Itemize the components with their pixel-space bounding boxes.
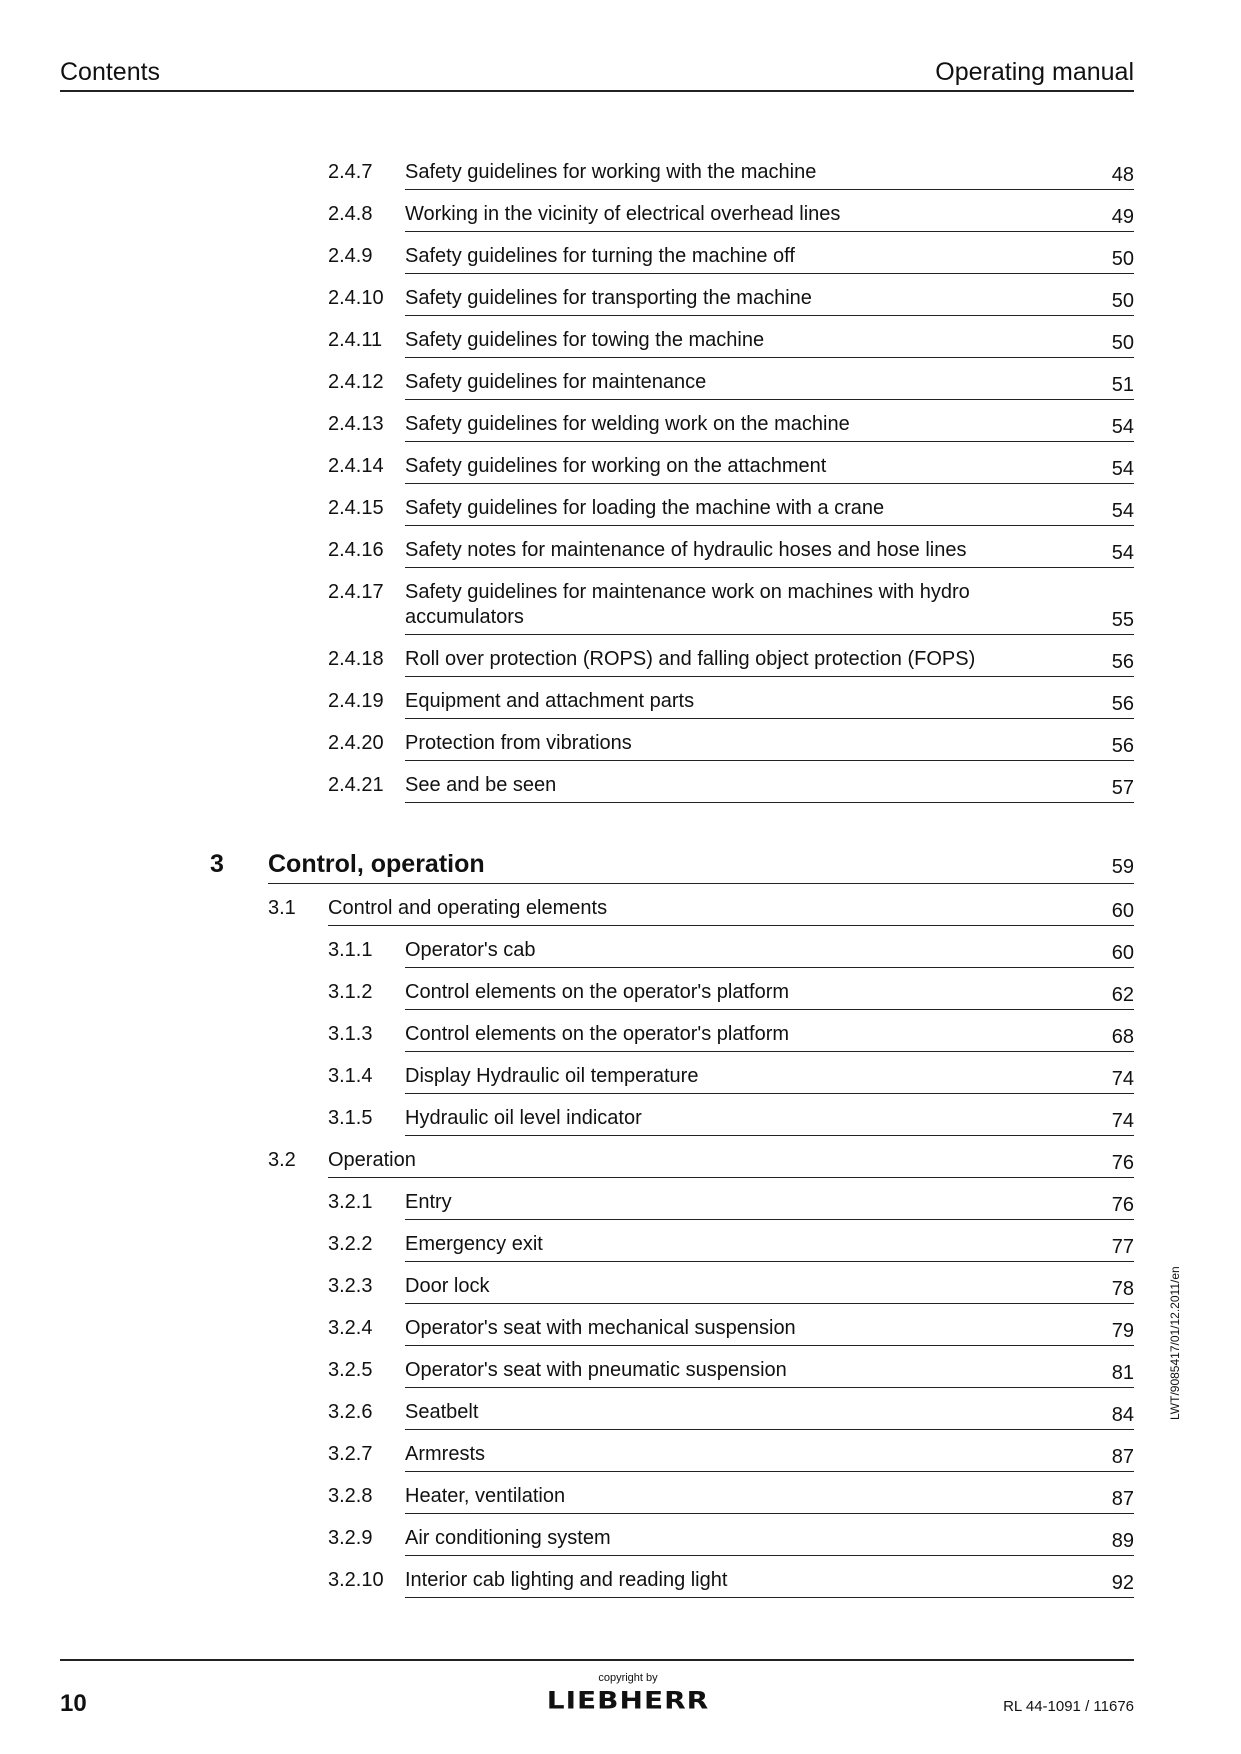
footer-divider	[60, 1659, 1134, 1661]
toc-entry-page: 56	[1111, 693, 1134, 715]
toc-entry-number: 3.2.1	[328, 1191, 373, 1213]
toc-entry-title	[405, 412, 1134, 442]
toc-entry-number: 2.4.15	[328, 497, 384, 519]
toc-entry[interactable]	[328, 1484, 1134, 1509]
toc-entry-title-line: Control elements on the operator's platform	[405, 981, 790, 1003]
toc-entry-title-line: Armrests	[405, 1443, 485, 1465]
toc-entry-title	[405, 160, 1134, 190]
toc-entry-title	[405, 1568, 1134, 1598]
toc-entry-title-line: Safety guidelines for working with the machine	[405, 161, 817, 183]
liebherr-logo: LIEBHERR	[546, 1686, 710, 1715]
toc-entry-number: 3.2.4	[328, 1317, 373, 1339]
toc-entry-page: 76	[1111, 1152, 1134, 1174]
toc-entry-page: 84	[1111, 1404, 1134, 1426]
toc-entry-title-line: Control elements on the operator's platform	[405, 1023, 790, 1045]
toc-entry-title	[405, 286, 1134, 316]
toc-entry-title-line: Safety guidelines for towing the machine	[405, 329, 765, 351]
toc-entry[interactable]	[328, 1526, 1134, 1551]
side-document-reference: LWT/9085417/01/12.2011/en	[1168, 1266, 1182, 1420]
toc-entry-title	[405, 1190, 1134, 1220]
footer-copyright: copyright by	[598, 1672, 658, 1684]
toc-entry-title-line: Interior cab lighting and reading light	[405, 1569, 728, 1591]
toc-entry-page: 89	[1111, 1530, 1134, 1552]
toc-entry-number: 3.2.2	[328, 1233, 373, 1255]
header-section-title: Contents	[60, 58, 161, 86]
toc-entry-title	[405, 1316, 1134, 1346]
toc-entry-title	[405, 1442, 1134, 1472]
toc-entry-page: 54	[1111, 458, 1134, 480]
toc-entry[interactable]	[328, 773, 1134, 798]
toc-entry-title	[405, 689, 1134, 719]
toc-entry-page: 59	[1111, 856, 1134, 878]
toc-entry-page: 50	[1111, 290, 1134, 312]
toc-entry-number: 3.1.4	[328, 1065, 373, 1087]
toc-entry-number: 3.2.9	[328, 1527, 373, 1549]
toc-entry-page: 77	[1111, 1236, 1134, 1258]
toc-entry[interactable]	[328, 454, 1134, 479]
toc-entry-number: 2.4.17	[328, 581, 384, 603]
toc-entry-title	[405, 538, 1134, 568]
toc-entry-number: 3	[210, 850, 224, 878]
toc-entry[interactable]	[328, 580, 1134, 630]
toc-entry-page: 54	[1111, 416, 1134, 438]
toc-entry-number: 2.4.12	[328, 371, 384, 393]
toc-entry-page: 55	[1111, 609, 1134, 631]
page-header	[60, 56, 1134, 92]
footer-document-reference: RL 44-1091 / 11676	[1003, 1698, 1134, 1715]
toc-entry-title-line: Safety notes for maintenance of hydraulic hoses and hose lines	[405, 539, 967, 561]
toc-entry-title-line: Equipment and attachment parts	[405, 690, 695, 712]
toc-entry-page: 79	[1111, 1320, 1134, 1342]
toc-entry-title-line: Seatbelt	[405, 1401, 479, 1423]
toc-entry-number: 2.4.19	[328, 690, 384, 712]
toc-entry[interactable]	[328, 647, 1134, 672]
toc-entry-number: 3.2.7	[328, 1443, 373, 1465]
toc-entry-number: 3.1	[268, 897, 296, 919]
toc-entry-number: 3.2.6	[328, 1401, 373, 1423]
toc-entry-title-line: Safety guidelines for welding work on the machine	[405, 413, 850, 435]
toc-entry[interactable]	[328, 1106, 1134, 1131]
toc-entry-title-line: Protection from vibrations	[405, 732, 632, 754]
toc-entry-number: 3.2.3	[328, 1275, 373, 1297]
toc-entry-page: 62	[1111, 984, 1134, 1006]
toc-entry[interactable]	[328, 538, 1134, 563]
toc-entry-title-line: Safety guidelines for turning the machine off	[405, 245, 795, 267]
toc-entry[interactable]	[328, 1442, 1134, 1467]
toc-entry-title	[405, 773, 1134, 803]
toc-entry-title-line: Operator's cab	[405, 939, 536, 961]
toc-entry-title	[405, 580, 1134, 635]
toc-entry-page: 49	[1111, 206, 1134, 228]
toc-entry-title-line: Display Hydraulic oil temperature	[405, 1065, 699, 1087]
toc-entry-number: 3.2.5	[328, 1359, 373, 1381]
toc-entry-page: 56	[1111, 651, 1134, 673]
toc-entry[interactable]	[328, 160, 1134, 185]
toc-entry-number: 2.4.7	[328, 161, 373, 183]
toc-entry-title-line: Safety guidelines for loading the machine with a crane	[405, 497, 885, 519]
toc-entry-title	[405, 1484, 1134, 1514]
toc-entry-title	[405, 938, 1134, 968]
toc-entry[interactable]	[328, 1232, 1134, 1257]
toc-entry-title	[405, 1022, 1134, 1052]
toc-entry-page: 92	[1111, 1572, 1134, 1594]
toc-entry-page: 54	[1111, 542, 1134, 564]
toc-entry[interactable]	[328, 938, 1134, 963]
toc-entry[interactable]	[328, 1190, 1134, 1215]
toc-entry-page: 60	[1111, 900, 1134, 922]
toc-entry-title-line: See and be seen	[405, 774, 557, 796]
toc-entry-title-line: Entry	[405, 1191, 452, 1213]
toc-entry-number: 2.4.11	[328, 329, 383, 351]
toc-entry-title	[405, 328, 1134, 358]
toc-entry-number: 3.1.5	[328, 1107, 373, 1129]
toc-entry-page: 81	[1111, 1362, 1134, 1384]
toc-entry-page: 87	[1111, 1488, 1134, 1510]
toc-entry-title-line: Emergency exit	[405, 1233, 543, 1255]
toc-entry[interactable]	[328, 496, 1134, 521]
toc-entry-page: 54	[1111, 500, 1134, 522]
toc-entry-title	[328, 1148, 1134, 1178]
toc-entry-title	[268, 849, 1134, 884]
toc-entry[interactable]	[328, 412, 1134, 437]
toc-entry-title	[405, 980, 1134, 1010]
toc-entry[interactable]	[328, 1400, 1134, 1425]
toc-entry[interactable]	[328, 689, 1134, 714]
toc-entry[interactable]	[328, 202, 1134, 227]
toc-entry-number: 2.4.9	[328, 245, 373, 267]
toc-entry-page: 87	[1111, 1446, 1134, 1468]
toc-entry-title	[405, 1106, 1134, 1136]
toc-entry-title	[405, 1064, 1134, 1094]
toc-entry-page: 50	[1111, 332, 1134, 354]
toc-entry[interactable]	[328, 1568, 1134, 1593]
toc-entry-number: 2.4.20	[328, 732, 384, 754]
toc-entry[interactable]	[328, 286, 1134, 311]
toc-entry-title-line: Operator's seat with pneumatic suspension	[405, 1359, 787, 1381]
toc-entry[interactable]	[328, 328, 1134, 353]
toc-entry-page: 56	[1111, 735, 1134, 757]
toc-entry-title-line: Roll over protection (ROPS) and falling object protection (FOPS)	[405, 648, 976, 670]
toc-entry-number: 3.1.2	[328, 981, 373, 1003]
toc-entry-title-line: Door lock	[405, 1275, 490, 1297]
toc-entry-title	[405, 496, 1134, 526]
toc-entry-number: 3.1.1	[328, 939, 373, 961]
toc-entry-title	[405, 1232, 1134, 1262]
toc-entry-title	[405, 1400, 1134, 1430]
toc-entry-number: 2.4.16	[328, 539, 384, 561]
toc-entry-title-line: Operator's seat with mechanical suspension	[405, 1317, 796, 1339]
toc-entry[interactable]	[328, 980, 1134, 1005]
toc-entry-number: 3.2	[268, 1149, 296, 1171]
toc-entry[interactable]	[328, 731, 1134, 756]
toc-entry-title-line: Hydraulic oil level indicator	[405, 1107, 642, 1129]
toc-entry-page: 74	[1111, 1068, 1134, 1090]
toc-entry-title-line: Safety guidelines for transporting the machine	[405, 287, 812, 309]
toc-entry-page: 78	[1111, 1278, 1134, 1300]
toc-entry-page: 48	[1111, 164, 1134, 186]
footer-page-number: 10	[60, 1690, 87, 1717]
toc-entry[interactable]	[328, 370, 1134, 395]
header-manual-title: Operating manual	[935, 58, 1134, 86]
toc-entry-page: 60	[1111, 942, 1134, 964]
toc-entry-title	[405, 454, 1134, 484]
toc-entry-title	[405, 1526, 1134, 1556]
toc-entry-title-line: Safety guidelines for maintenance work on machines with hydro	[405, 581, 970, 603]
toc-entry[interactable]	[328, 1358, 1134, 1383]
toc-entry-number: 3.1.3	[328, 1023, 373, 1045]
toc-entry-page: 51	[1111, 374, 1134, 396]
toc-entry-title-line: Safety guidelines for working on the attachment	[405, 455, 827, 477]
toc-entry-title	[405, 731, 1134, 761]
toc-entry-number: 2.4.13	[328, 413, 384, 435]
toc-entry-title-line: Safety guidelines for maintenance	[405, 371, 707, 393]
toc-entry-title	[405, 244, 1134, 274]
toc-entry-title	[328, 896, 1134, 926]
toc-entry-number: 2.4.14	[328, 455, 384, 477]
toc-entry-title	[405, 647, 1134, 677]
toc-entry-title-line: Control and operating elements	[328, 897, 608, 919]
toc-entry[interactable]	[328, 1064, 1134, 1089]
toc-entry-title-line: accumulators	[405, 606, 524, 628]
toc-entry-title	[405, 1358, 1134, 1388]
toc-entry-title	[405, 370, 1134, 400]
toc-chapter[interactable]	[210, 849, 1134, 879]
toc-entry[interactable]	[328, 1022, 1134, 1047]
toc-entry[interactable]	[328, 1316, 1134, 1341]
toc-entry-number: 2.4.18	[328, 648, 384, 670]
toc-entry-title-line: Operation	[328, 1149, 416, 1171]
toc-entry-title	[405, 1274, 1134, 1304]
toc-entry-page: 57	[1111, 777, 1134, 799]
toc-entry-number: 2.4.21	[328, 774, 384, 796]
toc-entry-page: 50	[1111, 248, 1134, 270]
toc-entry-title-line: Control, operation	[268, 850, 485, 878]
toc-entry-number: 2.4.10	[328, 287, 384, 309]
toc-entry[interactable]	[328, 1274, 1134, 1299]
toc-entry[interactable]	[268, 1148, 1134, 1173]
toc-entry-page: 74	[1111, 1110, 1134, 1132]
toc-entry-title-line: Air conditioning system	[405, 1527, 611, 1549]
toc-entry-title	[405, 202, 1134, 232]
toc-entry[interactable]	[268, 896, 1134, 921]
toc-entry[interactable]	[328, 244, 1134, 269]
toc-entry-number: 2.4.8	[328, 203, 373, 225]
toc-entry-number: 3.2.10	[328, 1569, 384, 1591]
toc-entry-number: 3.2.8	[328, 1485, 373, 1507]
toc-entry-page: 68	[1111, 1026, 1134, 1048]
toc-entry-title-line: Working in the vicinity of electrical overhead lines	[405, 203, 841, 225]
toc-entry-title-line: Heater, ventilation	[405, 1485, 566, 1507]
toc-entry-page: 76	[1111, 1194, 1134, 1216]
